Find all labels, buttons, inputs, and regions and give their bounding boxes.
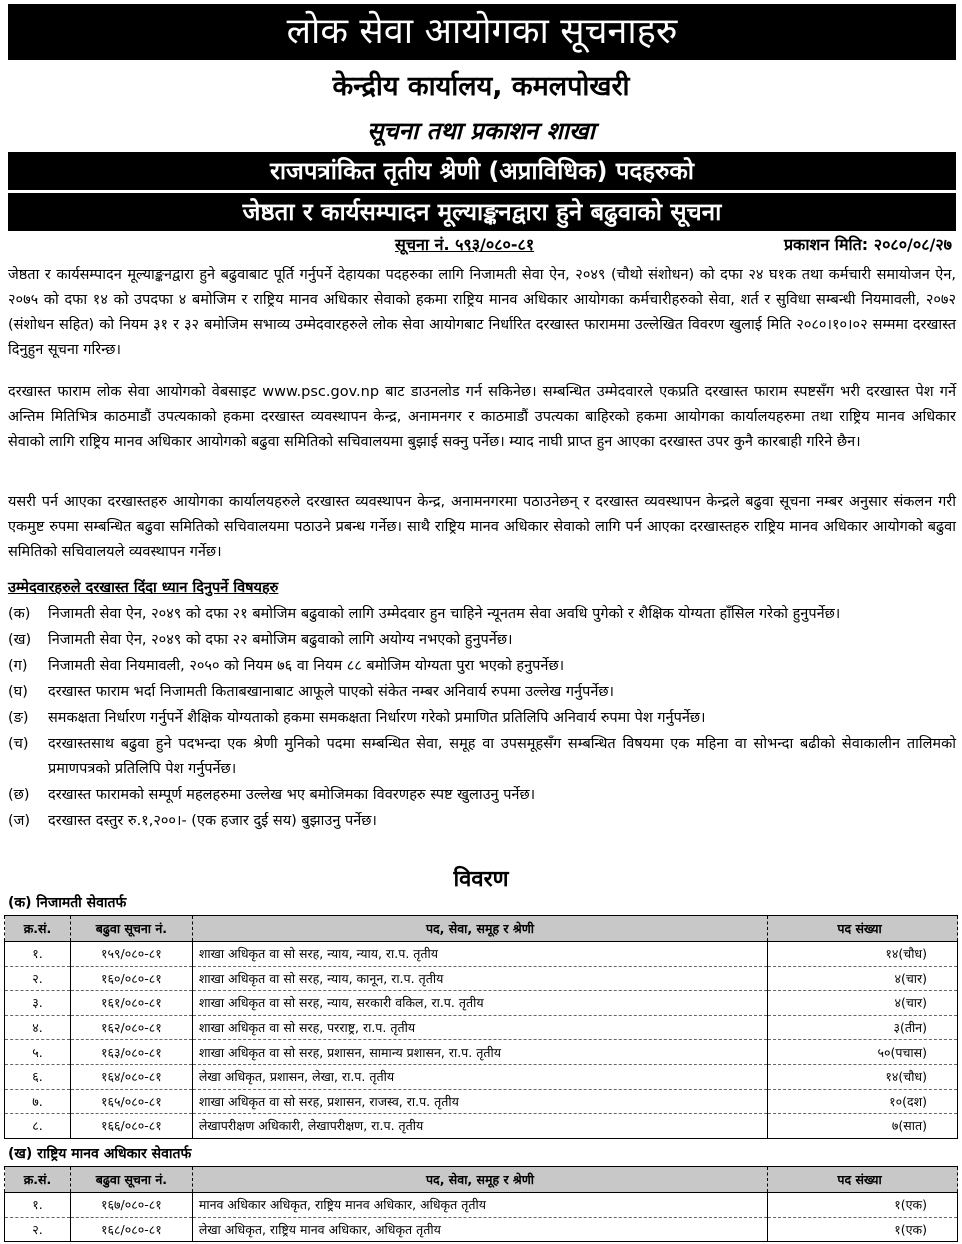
publication-date: प्रकाशन मिति: २०८०/०८/२७	[783, 235, 952, 254]
count-cell: ३(तीन)	[768, 1015, 958, 1040]
table-row	[5, 966, 958, 991]
condition-item	[8, 809, 956, 834]
banner-line-1: राजपत्रांकित तृतीय श्रेणी (अप्राविधिक) पदहरुको	[8, 152, 956, 190]
post-cell: मानव अधिकार अधिकृत, राष्ट्रिय मानव अधिकार, अधिकृत तृतीय	[192, 1193, 767, 1218]
count-cell: ७(सात)	[768, 1114, 958, 1139]
count-cell: १४(चौध)	[768, 942, 958, 967]
col-post-header: पद, सेवा, समूह र श्रेणी	[192, 1167, 767, 1193]
table-row	[5, 1114, 958, 1139]
condition-item	[8, 602, 956, 627]
details-heading: विवरण	[453, 867, 509, 892]
post-cell: शाखा अधिकृत वा सो सरह, परराष्ट्र, रा.प. तृतीय	[192, 1015, 767, 1040]
condition-text: दरखास्त फाराम भर्दा निजामती किताबखानाबाट आफूले पाएको संकेत नम्बर अनिवार्य रुपमा उल्लेख गर्नुपर्नेछ।	[48, 684, 615, 700]
banner-line-2: जेष्ठता र कार्यसम्पादन मूल्याङ्कनद्वारा हुने बढुवाको सूचना	[8, 193, 956, 231]
condition-label: (घ)	[8, 684, 28, 700]
notice-cell: १६६/०८०-८१	[70, 1114, 192, 1139]
notice-cell: १६२/०८०-८१	[70, 1015, 192, 1040]
serial-cell: १.	[5, 942, 71, 967]
condition-item	[8, 680, 956, 705]
condition-text: दरखास्त फारामको सम्पूर्ण महलहरुमा उल्लेख भए बमोजिमका विवरणहरु स्पष्ट खुलाउनु पर्नेछ।	[48, 787, 536, 803]
post-cell: शाखा अधिकृत वा सो सरह, न्याय, कानून, रा.प. तृतीय	[192, 966, 767, 991]
post-cell: शाखा अधिकृत वा सो सरह, न्याय, सरकारी वकिल, रा.प. तृतीय	[192, 991, 767, 1016]
conditions-heading: उम्मेदवारहरुले दरखास्त दिंदा ध्यान दिनुपर्ने विषयहरु	[8, 580, 279, 596]
condition-item	[8, 706, 956, 731]
conditions-list	[8, 602, 956, 835]
col-notice-header: बढुवा सूचना नं.	[70, 916, 192, 942]
serial-cell: ७.	[5, 1089, 71, 1114]
serial-cell: ६.	[5, 1064, 71, 1089]
condition-text: निजामती सेवा ऐन, २०४९ को दफा २२ बमोजिम बढुवाको लागि अयोग्य नभएको हुनुपर्नेछ।	[48, 632, 513, 648]
condition-item	[8, 783, 956, 808]
post-cell: शाखा अधिकृत वा सो सरह, प्रशासन, राजस्व, रा.प. तृतीय	[192, 1089, 767, 1114]
col-serial-header: क्र.सं.	[5, 916, 71, 942]
intro-paragraph: जेष्ठता र कार्यसम्पादन मूल्याङ्कनद्वारा हुने बढुवाबाट पूर्ति गर्नुपर्ने देहायका पदहरुका लागि निजामती सेवा ऐन, २०४९ (चौथो संशोधन) को दफा २४ घ१क तथा कर्मचारी समायोजन ऐन, २०७५ को दफा १४ को उपदफा ४ बमोजिम र राष्ट्रिय मानव अधिकार सेवाको हकमा राष्ट्रिय मानव अधिकार आयोगका कर्मचारीहरुको सेवा, शर्त र सुविधा सम्बन्धी नियमावली, २०७२ (संशोधन सहित) को नियम ३१ र ३२ बमोजिम सभाव्य उम्मेदवारहरुले लोक सेवा आयोगबाट निर्धारित दरखास्त फाराममा उल्लेखित विवरण खुलाई मिति २०८०।१०।०२ सम्ममा दरखास्त दिनुहुन सूचना गरिन्छ।	[8, 267, 956, 358]
condition-text: दरखास्त दस्तुर रु.१,२००।- (एक हजार दुई सय) बुझाउनु पर्नेछ।	[48, 813, 377, 829]
notice-cell: १६८/०८०-८१	[70, 1217, 192, 1242]
condition-label: (च)	[8, 736, 29, 752]
condition-text: समकक्षता निर्धारण गर्नुपर्ने शैक्षिक योग्यताको हकमा समकक्षता निर्धारण गरेको प्रमाणित प्रतिलिपि अनिवार्य रुपमा पेश गर्नुपर्नेछ।	[48, 710, 706, 726]
col-notice-header: बढुवा सूचना नं.	[70, 1167, 192, 1193]
notice-cell: १६७/०८०-८१	[70, 1193, 192, 1218]
count-cell: १४(चौध)	[768, 1064, 958, 1089]
col-count-header: पद संख्या	[768, 1167, 958, 1193]
table-row	[5, 1040, 958, 1065]
serial-cell: ५.	[5, 1040, 71, 1065]
page-title: लोक सेवा आयोगका सूचनाहरु	[8, 4, 956, 60]
notice-cell: १५९/०८०-८१	[70, 942, 192, 967]
table-row	[5, 1064, 958, 1089]
col-count-header: पद संख्या	[768, 916, 958, 942]
table-row	[5, 1015, 958, 1040]
notice-cell: १६१/०८०-८१	[70, 991, 192, 1016]
notice-cell: १६०/०८०-८१	[70, 966, 192, 991]
serial-cell: ८.	[5, 1114, 71, 1139]
table-row	[5, 1193, 958, 1218]
post-cell: शाखा अधिकृत वा सो सरह, न्याय, न्याय, रा.प. तृतीय	[192, 942, 767, 967]
civil-service-table	[4, 915, 958, 1139]
serial-cell: २.	[5, 966, 71, 991]
condition-text: दरखास्तसाथ बढुवा हुने पदभन्दा एक श्रेणी मुनिको पदमा सम्बन्धित सेवा, समूह वा उपसमूहसँग सम्बन्धित विषयमा एक महिना वा सोभन्दा बढीको सेवाकालीन तालिमको प्रमाणपत्रको प्रतिलिपि पेश गर्नुपर्नेछ।	[48, 736, 956, 777]
count-cell: ४(चार)	[768, 991, 958, 1016]
serial-cell: २.	[5, 1217, 71, 1242]
condition-label: (क)	[8, 606, 31, 622]
table-header-row	[5, 916, 958, 942]
section-a-heading: (क) निजामती सेवातर्फ	[8, 895, 127, 911]
count-cell: १०(दश)	[768, 1089, 958, 1114]
section-name: सूचना तथा प्रकाशन शाखा	[367, 117, 595, 145]
table-row	[5, 991, 958, 1016]
serial-cell: १.	[5, 1193, 71, 1218]
condition-item	[8, 628, 956, 653]
table-header-row	[5, 1167, 958, 1193]
condition-item	[8, 654, 956, 679]
condition-label: (ङ)	[8, 710, 29, 726]
condition-label: (ख)	[8, 632, 32, 648]
condition-label: (ज)	[8, 813, 31, 829]
post-cell: लेखा अधिकृत, राष्ट्रिय मानव अधिकार, अधिकृत तृतीय	[192, 1217, 767, 1242]
table-row	[5, 1217, 958, 1242]
serial-cell: ४.	[5, 1015, 71, 1040]
count-cell: ५०(पचास)	[768, 1040, 958, 1065]
count-cell: १(एक)	[768, 1217, 958, 1242]
count-cell: ४(चार)	[768, 966, 958, 991]
post-cell: शाखा अधिकृत वा सो सरह, प्रशासन, सामान्य प्रशासन, रा.प. तृतीय	[192, 1040, 767, 1065]
notice-cell: १६४/०८०-८१	[70, 1064, 192, 1089]
condition-text: निजामती सेवा ऐन, २०४९ को दफा २१ बमोजिम बढुवाको लागि उम्मेदवार हुन चाहिने न्यूनतम सेवा अवधि पुगेको र शैक्षिक योग्यता हाँसिल गरेको हुनुपर्नेछ।	[48, 606, 841, 622]
table-row	[5, 942, 958, 967]
col-serial-header: क्र.सं.	[5, 1167, 71, 1193]
application-paragraph: दरखास्त फाराम लोक सेवा आयोगको वेबसाइट www.psc.gov.np बाट डाउनलोड गर्न सकिनेछ। सम्बन्धित उम्मेदवारले एकप्रति दरखास्त फाराम स्पष्टसँग भरी दरखास्त पेश गर्ने अन्तिम मितिभित्र काठमाडौं उपत्यकाको हकमा दरखास्त व्यवस्थापन केन्द्र, अनामनगर र काठमाडौं उपत्यका बाहिरको हकमा आयोगका कार्यालयहरुमा तथा राष्ट्रिय मानव अधिकार सेवाको लागि राष्ट्रिय मानव अधिकार आयोगको बढुवा समितिको सचिवालयमा बुझाई सक्नु पर्नेछ। म्याद नाघी प्राप्त हुन आएका दरखास्त उपर कुनै कारबाही गरिने छैन।	[8, 384, 956, 450]
col-post-header: पद, सेवा, समूह र श्रेणी	[192, 916, 767, 942]
serial-cell: ३.	[5, 991, 71, 1016]
notice-cell: १६५/०८०-८१	[70, 1089, 192, 1114]
condition-item	[8, 732, 956, 782]
condition-text: निजामती सेवा नियमावली, २०५० को नियम ७६ वा नियम ८८ बमोजिम योग्यता पुरा भएको हनुपर्नेछ।	[48, 658, 565, 674]
office-name: केन्द्रीय कार्यालय, कमलपोखरी	[332, 71, 630, 102]
count-cell: १(एक)	[768, 1193, 958, 1218]
notice-cell: १६३/०८०-८१	[70, 1040, 192, 1065]
processing-paragraph: यसरी पर्न आएका दरखास्तहरु आयोगका कार्यालयहरुले दरखास्त व्यवस्थापन केन्द्र, अनामनगरमा पठाउनेछन् र दरखास्त व्यवस्थापन केन्द्रले बढुवा सूचना नम्बर अनुसार संकलन गरी एकमुष्ट रुपमा सम्बन्धित बढुवा समितिको सचिवालयमा पठाउने प्रबन्ध गर्नेछ। साथै राष्ट्रिय मानव अधिकार सेवाको लागि पर्न आएका दरखास्तहरु राष्ट्रिय मानव अधिकार आयोगको बढुवा समितिको सचिवालयले व्यवस्थापन गर्नेछ।	[8, 494, 956, 560]
post-cell: लेखापरीक्षण अधिकारी, लेखापरीक्षण, रा.प. तृतीय	[192, 1114, 767, 1139]
human-rights-service-table	[4, 1166, 958, 1242]
post-cell: लेखा अधिकृत, प्रशासन, लेखा, रा.प. तृतीय	[192, 1064, 767, 1089]
condition-label: (ग)	[8, 658, 28, 674]
notice-number: सूचना नं. ५९३/०८०-८१	[395, 235, 535, 254]
section-b-heading: (ख) राष्ट्रिय मानव अधिकार सेवातर्फ	[8, 1146, 192, 1162]
condition-label: (छ)	[8, 787, 30, 803]
table-row	[5, 1089, 958, 1114]
